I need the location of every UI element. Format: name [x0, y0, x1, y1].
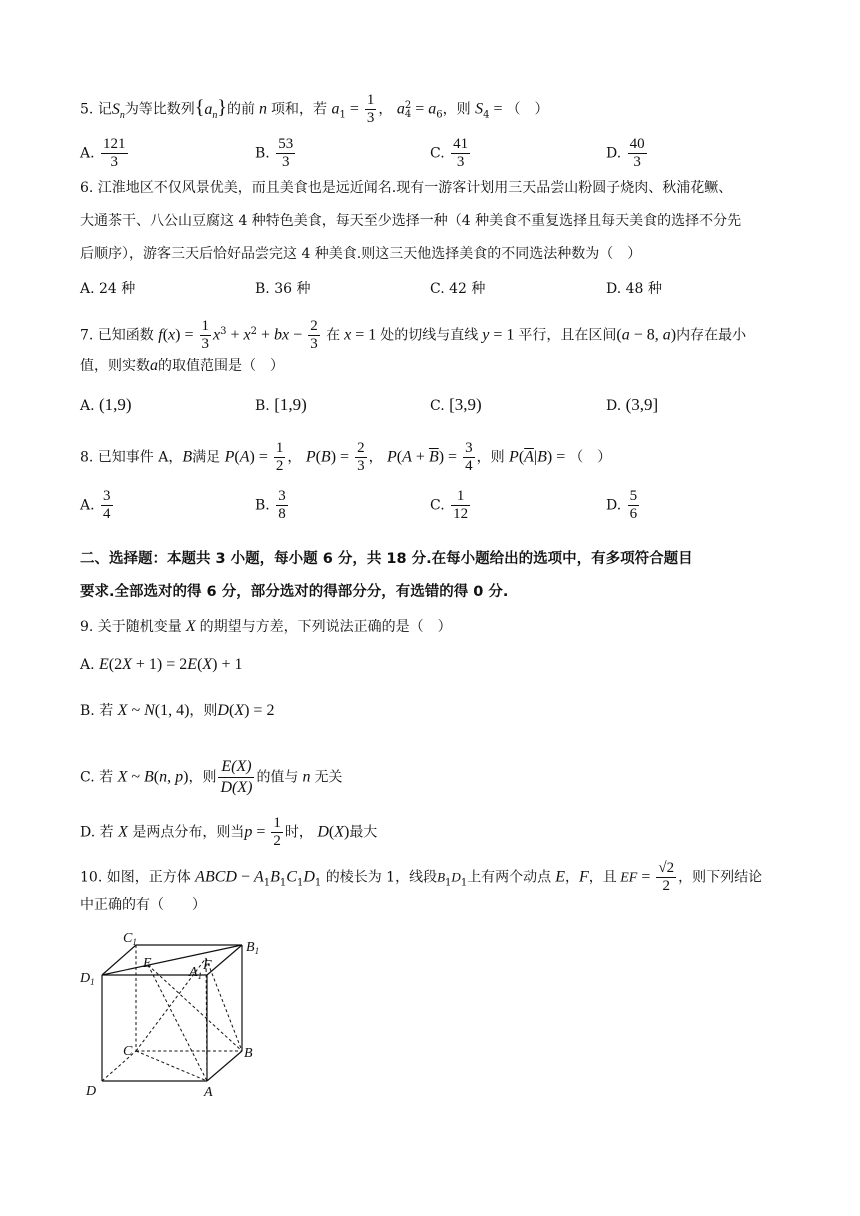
q6-option-a[interactable]: A. 24 种 [80, 281, 136, 297]
q7-option-c[interactable]: C. [3,9) [430, 395, 482, 414]
q5-option-d[interactable]: D. $\frac{40}{3}$ [606, 136, 645, 170]
q8-option-b[interactable]: B. $\frac{3}{8}$ [255, 488, 286, 522]
label-c1: $C_1$ [123, 931, 137, 947]
q8-option-a[interactable]: A. $\frac{3}{4}$ [80, 488, 111, 522]
q8-stem: 8. 已知事件 A，B满足 P(A) = $\frac{1}{2}$ ， P(B) = $\frac{2}{3}$ ， $P(A + \overline{B})$ = $\frac{3}{4}$ ，则 $P(\overline{A}|B)$ = （ ） [80, 440, 612, 474]
section2-heading-line2: 要求.全部选对的得 6 分，部分选对的得部分分，有选错的得 0 分. [80, 584, 509, 600]
label-a: A [204, 1085, 213, 1100]
label-b1: $B_1$ [246, 940, 260, 956]
label-d: D [86, 1084, 97, 1099]
label-a1: $A_1$ [189, 965, 203, 981]
q5-stem: 5. 记$S_n$为等比数列$\{a_n\}$的前 n 项和，若 $a_1$ = $\frac{1}{3}$ ， a 2 4 = $a_6$，则 $S_4$ = （ ） [80, 92, 549, 126]
q10-line2: 中正确的有（ ） [80, 897, 206, 913]
q6-line1: 6. 江淮地区不仅风景优美，而且美食也是远近闻名.现有一游客计划用三天品尝山粉圆子烧肉、秋浦花鳜、 [80, 180, 733, 196]
q7-option-a[interactable]: A. (1,9) [80, 395, 132, 414]
q9-option-a[interactable]: A. E(2X + 1) = 2E(X) + 1 [80, 656, 243, 673]
q5-option-c[interactable]: C. $\frac{41}{3}$ [430, 136, 469, 170]
q7-option-d[interactable]: D. (3,9] [606, 395, 659, 414]
label-e: E [143, 956, 152, 971]
q5-option-b[interactable]: B. $\frac{53}{3}$ [255, 136, 294, 170]
q6-option-c[interactable]: C. 42 种 [430, 281, 486, 297]
q9-option-d[interactable]: D. 若 X 是两点分布，则当p = $\frac{1}{2}$ 时， D(X)最大 [80, 815, 378, 849]
q6-option-d[interactable]: D. 48 种 [606, 281, 662, 297]
label-f: F [203, 958, 212, 973]
q8-option-d[interactable]: D. $\frac{5}{6}$ [606, 488, 638, 522]
q7-stem: 7. 已知函数 f(x) = $\frac{1}{3}$ $x^3 + x^2$ + bx − $\frac{2}{3}$ 在 x = 1 处的切线与直线 y = 1 平行，且在区间(a − 8, a)内存在最小 [80, 318, 747, 352]
q9-stem: 9. 关于随机变量 X 的期望与方差，下列说法正确的是（ ） [80, 618, 452, 635]
q9-option-b[interactable]: B. 若 X ~ N(1, 4)，则D(X) = 2 [80, 702, 275, 719]
label-d1: $D_1$ [80, 971, 95, 987]
q6-option-b[interactable]: B. 36 种 [255, 281, 311, 297]
q9-option-c[interactable]: C. 若 X ~ B(n, p)，则 $\frac{E(X)}{D(X)}$ 的值与 n 无关 [80, 758, 343, 796]
q6-line2: 大通茶干、八公山豆腐这 4 种特色美食，每天至少选择一种（4 种美食不重复选择且每天美食的选择不分先 [80, 213, 742, 229]
q7-option-b[interactable]: B. [1,9) [255, 395, 307, 414]
q8-option-c[interactable]: C. $\frac{1}{12}$ [430, 488, 469, 522]
q7-line2: 值，则实数a的取值范围是（ ） [80, 357, 284, 374]
label-b: B [244, 1046, 253, 1061]
cube-figure [76, 925, 276, 1105]
section2-heading-line1: 二、选择题：本题共 3 小题，每小题 6 分，共 18 分.在每小题给出的选项中，有多项符合题目 [80, 551, 693, 567]
q6-line3: 后顺序），游客三天后恰好品尝完这 4 种美食.则这三天他选择美食的不同选法种数为（ ） [80, 246, 642, 262]
q5-option-a[interactable]: A. $\frac{121}{3}$ [80, 136, 126, 170]
label-c: C [123, 1044, 133, 1059]
q10-stem: 10. 如图，正方体 ABCD − $A_1B_1C_1D_1$ 的棱长为 1，线段$B_1D_1$上有两个动点 E，F，且 EF = $\frac{√2}{2}$ ，则下列结论 [80, 860, 763, 894]
